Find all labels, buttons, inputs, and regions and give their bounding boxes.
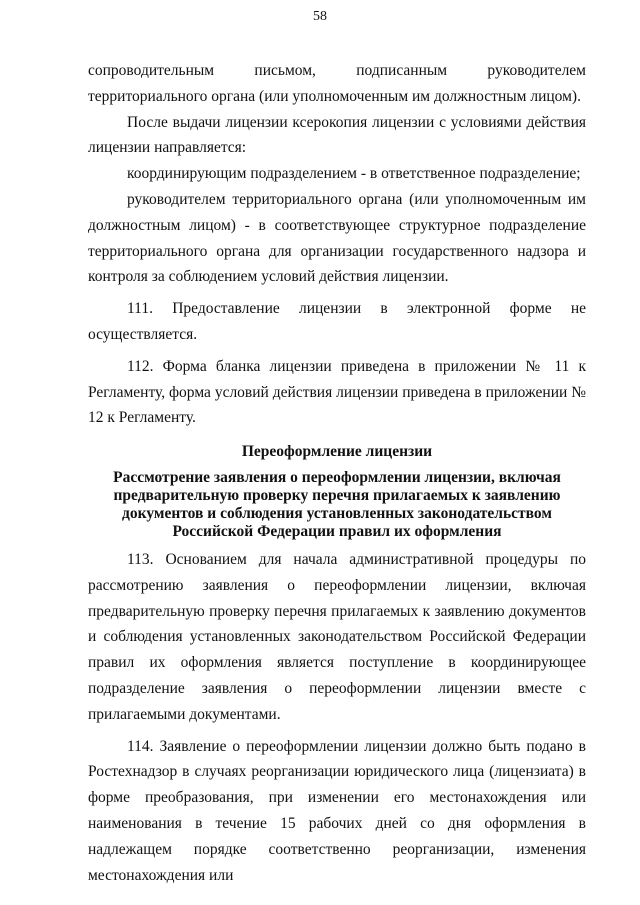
document-body — [88, 58, 586, 888]
paragraph-xerocopy: После выдачи лицензии ксерокопия лицензии с условиями действия лицензии направляется: — [88, 113, 586, 157]
page-number: 58 — [313, 9, 327, 24]
sub-heading-line: Российской Федерации правил их оформления — [172, 522, 502, 540]
sub-heading-line: Рассмотрение заявления о переоформлении лицензии, включая — [113, 468, 561, 486]
sub-heading-line: документов и соблюдения установленных законодательством — [122, 504, 552, 522]
paragraph-113: 113. Основанием для начала административной процедуры по рассмотрению заявления о переоформлении лицензии, включая предварительную проверку перечня прилагаемых к заявлению документов и соблюдения установленных законодательством Российской Федерации правил их оформления является поступление в координирующее подразделение заявления о переоформлении лицензии вместе с прилагаемыми документами. — [88, 550, 586, 723]
paragraph-continuation: сопроводительным письмом, подписанным руководителем территориального органа (или уполномоченным им должностным лицом). — [88, 62, 586, 105]
paragraph-territorial-head: руководителем территориального органа (или уполномоченным им должностным лицом) - в соответствующее структурное подразделение территориального органа для организации государственного надзора и контроля за соблюдением условий действия лицензии. — [88, 190, 586, 286]
paragraph-111: 111. Предоставление лицензии в электронной форме не осуществляется. — [88, 300, 586, 343]
paragraph-112: 112. Форма бланка лицензии приведена в приложении № 11 к Регламенту, форма условий действия лицензии приведена в приложении № 12 к Регламенту. — [88, 357, 586, 427]
paragraph-coordinating-unit: координирующим подразделением - в ответственное подразделение; — [127, 165, 581, 183]
section-heading: Переоформление лицензии — [241, 443, 433, 461]
sub-heading-line: предварительную проверку перечня прилагаемых к заявлению — [113, 486, 561, 504]
sub-heading — [88, 469, 586, 541]
paragraph-114: 114. Заявление о переоформлении лицензии должно быть подано в Ростехнадзор в случаях реорганизации юридического лица (лицензиата) в форме преобразования, при изменении его местонахождения или наименования в течение 15 рабочих дней со дня оформления в надлежащем порядке соответственно реорганизации, изменения местонахождения или — [88, 737, 586, 884]
